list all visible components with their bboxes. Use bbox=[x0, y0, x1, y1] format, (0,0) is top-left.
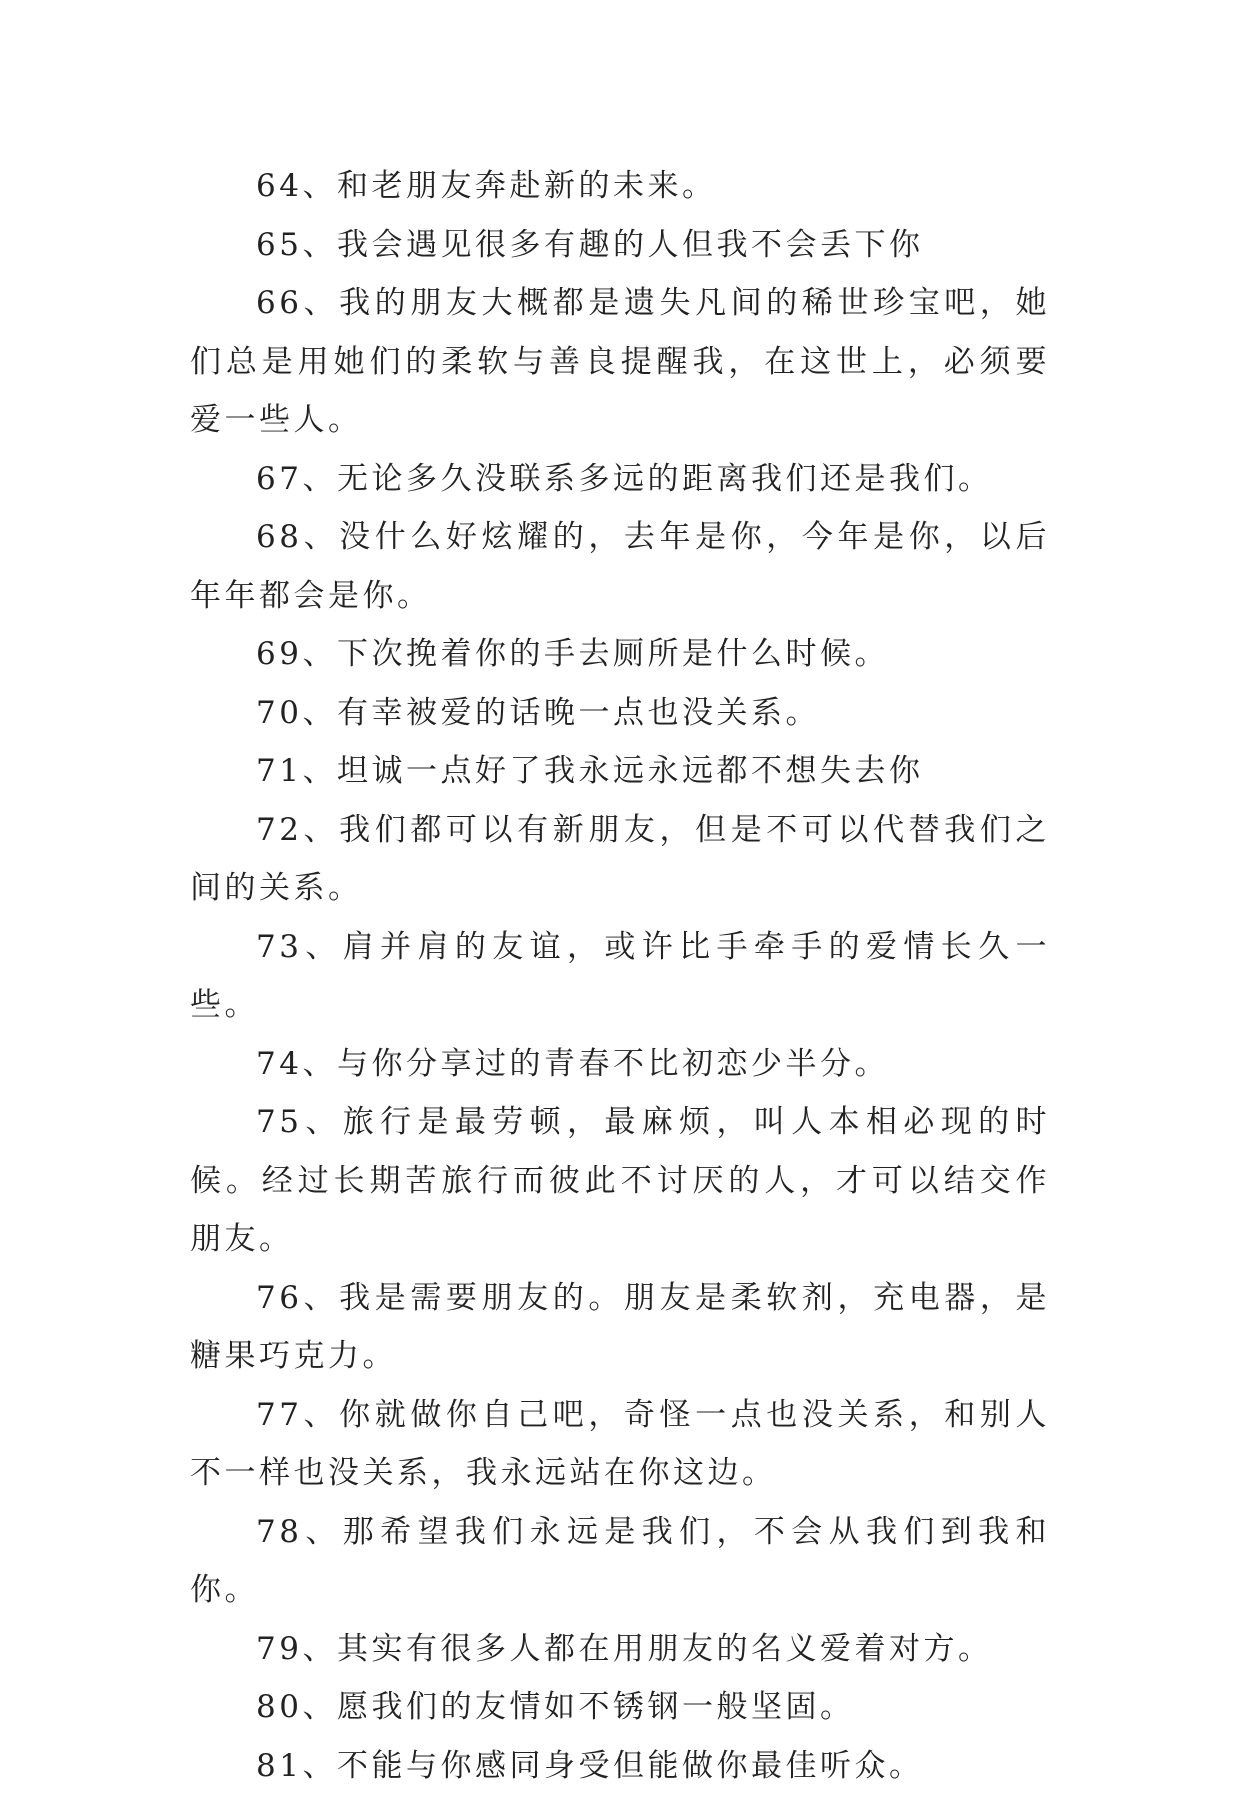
list-item: 74、与你分享过的青春不比初恋少半分。 bbox=[190, 1035, 1050, 1094]
list-item: 80、愿我们的友情如不锈钢一般坚固。 bbox=[190, 1678, 1050, 1737]
list-item: 78、那希望我们永远是我们，不会从我们到我和你。 bbox=[190, 1503, 1050, 1620]
list-item: 72、我们都可以有新朋友，但是不可以代替我们之间的关系。 bbox=[190, 801, 1050, 918]
list-item: 66、我的朋友大概都是遗失凡间的稀世珍宝吧，她们总是用她们的柔软与善良提醒我，在这世上，必须要爱一些人。 bbox=[190, 274, 1050, 450]
list-item: 68、没什么好炫耀的，去年是你，今年是你，以后年年都会是你。 bbox=[190, 508, 1050, 625]
list-item: 76、我是需要朋友的。朋友是柔软剂，充电器，是糖果巧克力。 bbox=[190, 1269, 1050, 1386]
list-item: 75、旅行是最劳顿，最麻烦，叫人本相必现的时候。经过长期苦旅行而彼此不讨厌的人，才可以结交作朋友。 bbox=[190, 1093, 1050, 1269]
list-item: 69、下次挽着你的手去厕所是什么时候。 bbox=[190, 625, 1050, 684]
list-item: 65、我会遇见很多有趣的人但我不会丢下你 bbox=[190, 216, 1050, 275]
list-item: 73、肩并肩的友谊，或许比手牵手的爱情长久一些。 bbox=[190, 918, 1050, 1035]
list-item: 71、坦诚一点好了我永远永远都不想失去你 bbox=[190, 742, 1050, 801]
list-item: 79、其实有很多人都在用朋友的名义爱着对方。 bbox=[190, 1620, 1050, 1679]
list-item: 70、有幸被爱的话晚一点也没关系。 bbox=[190, 684, 1050, 743]
list-item: 77、你就做你自己吧，奇怪一点也没关系，和别人不一样也没关系，我永远站在你这边。 bbox=[190, 1386, 1050, 1503]
list-item: 67、无论多久没联系多远的距离我们还是我们。 bbox=[190, 450, 1050, 509]
document-body bbox=[190, 157, 1050, 1795]
list-item: 64、和老朋友奔赴新的未来。 bbox=[190, 157, 1050, 216]
list-item: 81、不能与你感同身受但能做你最佳听众。 bbox=[190, 1737, 1050, 1795]
